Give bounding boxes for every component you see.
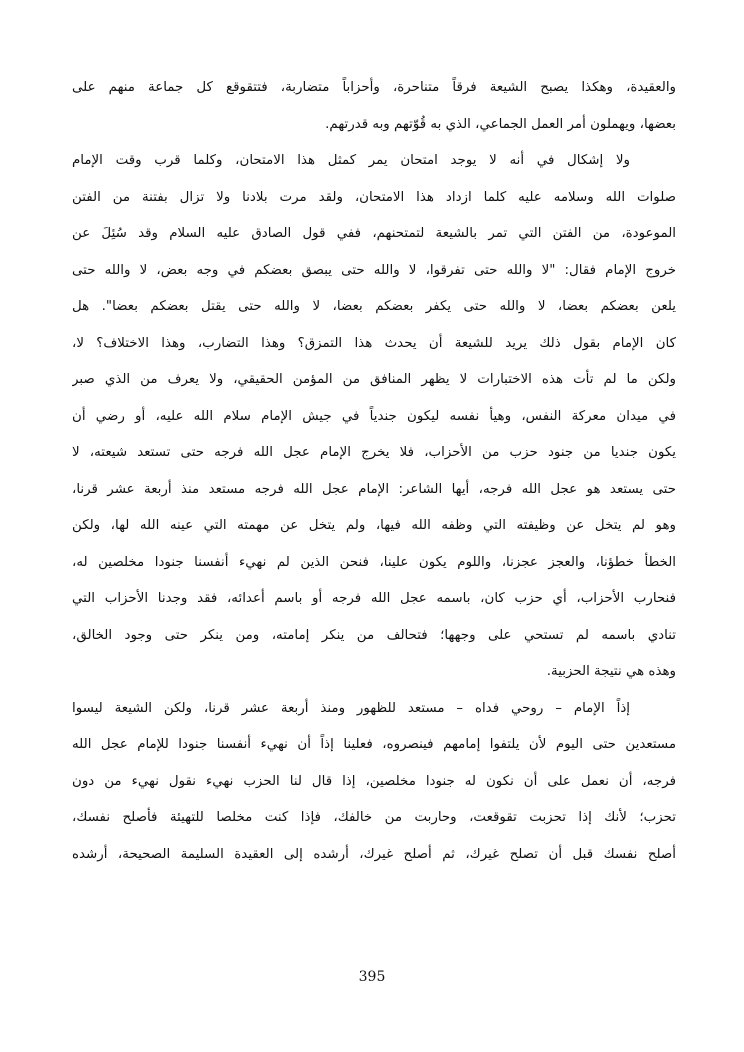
- page-number: 395: [358, 969, 386, 985]
- text-line: فرجه، أن نعمل على أن نكون له جنودا مخلصين، إذا قال لنا الحزب نهيء نقول نهيء من دون: [72, 773, 676, 789]
- text-line: أصلح نفسك قبل أن تصلح غيرك، ثم أصلح غيرك، أرشده إلى العقيدة السليمة الصحيحة، أرشده: [72, 846, 676, 862]
- text-line: فنحارب الأحزاب، أي حزب كان، باسمه عجل الله فرجه أو باسم أعدائه، فقد وجدنا الأحزاب التي: [72, 591, 676, 606]
- text-line: حتى يستعد هو عجل الله فرجه، أيها الشاعر: الإمام عجل الله فرجه مستعد منذ أربعة عشر قرنا،: [72, 481, 676, 497]
- text-line: يكون جنديا من جنود حزب من الأحزاب، فلا يخرج الإمام عجل الله فرجه حتى تستعد شيعته، لا: [72, 445, 676, 460]
- text-line: إذاً الإمام – روحي فداه – مستعد للظهور ومنذ أربعة عشر قرنا، ولكن الشيعة ليسوا: [72, 700, 630, 716]
- text-line: ولا إشكال في أنه لا يوجد امتحان يمر كمثل هذا الامتحان، وكلما قرب وقت الإمام: [72, 153, 630, 168]
- text-line: ولكن ما لم تأت هذه الاختبارات لا يظهر المنافق من المؤمن الحقيقي، ولا يعرف من الذي صبر: [72, 372, 676, 387]
- text-line: بعضها، ويهملون أمر العمل الجماعي، الذي به قُوّتهم وبه قدرتهم.: [325, 116, 676, 132]
- text-line: مستعدين حتى اليوم لأن يلتفوا إمامهم فينصروه، فعلينا إذاً أن نهيء أنفسنا جنودا للإمام عجل الله: [72, 737, 676, 752]
- text-line: خروج الإمام فقال: "لا والله حتى تفرقوا، لا والله حتى يبصق بعضكم في وجه بعض، لا والله حتى: [72, 262, 676, 278]
- text-line: وهو لم يتخل عن وظيفته التي وظفه الله فيها، ولم يتخل عن مهمته التي عينه الله لها، ولكن: [72, 518, 676, 533]
- text-line: وهذه هي نتيجة الحزبية.: [546, 664, 676, 679]
- text-line: كان الإمام بقول ذلك يريد للشيعة أن يحدث هذا التمزق؟ وهذا التضارب، وهذا الاختلاف؟ لا،: [72, 335, 676, 351]
- body-text: [72, 70, 676, 873]
- text-line: يلعن بعضكم بعضا، لا والله حتى يكفر بعضكم بعضا، لا والله حتى يقتل بعضكم بعضا". هل: [72, 299, 676, 314]
- text-line: صلوات الله وسلامه عليه كلما ازداد هذا الامتحان، ولقد مرت بلادنا ولا تزال بفتنة من الفتن: [72, 189, 676, 205]
- text-line: الموعودة، من الفتن التي تمر بالشيعة لتمتحنهم، ففي قول الصادق عليه السلام وقد سُئِلَ عن: [72, 226, 676, 241]
- text-line: تنادي باسمه لم تستحي على وجهها؛ فتحالف من ينكر إمامته، ومن ينكر حتى وجود الخالق،: [72, 627, 676, 643]
- text-line: تحزب؛ لأنك إذا تحزبت تقوقعت، وحاربت من خالفك، فإذا كنت مخلصا للتهيئة فأصلح نفسك،: [72, 810, 676, 825]
- text-line: والعقيدة، وهكذا يصبح الشيعة فرقاً متناحرة، وأحزاباً متضاربة، فتتقوقع كل جماعة منهم على: [72, 80, 676, 95]
- text-line: في ميدان معركة النفس، وهيأ نفسه ليكون جندياً في جيش الإمام سلام الله عليه، أو رضي أن: [72, 408, 676, 424]
- text-line: الخطأ خطؤنا، والعجز عجزنا، واللوم يكون علينا، فنحن الذين لم نهيء أنفسنا جنودا مخلصين له،: [72, 554, 676, 570]
